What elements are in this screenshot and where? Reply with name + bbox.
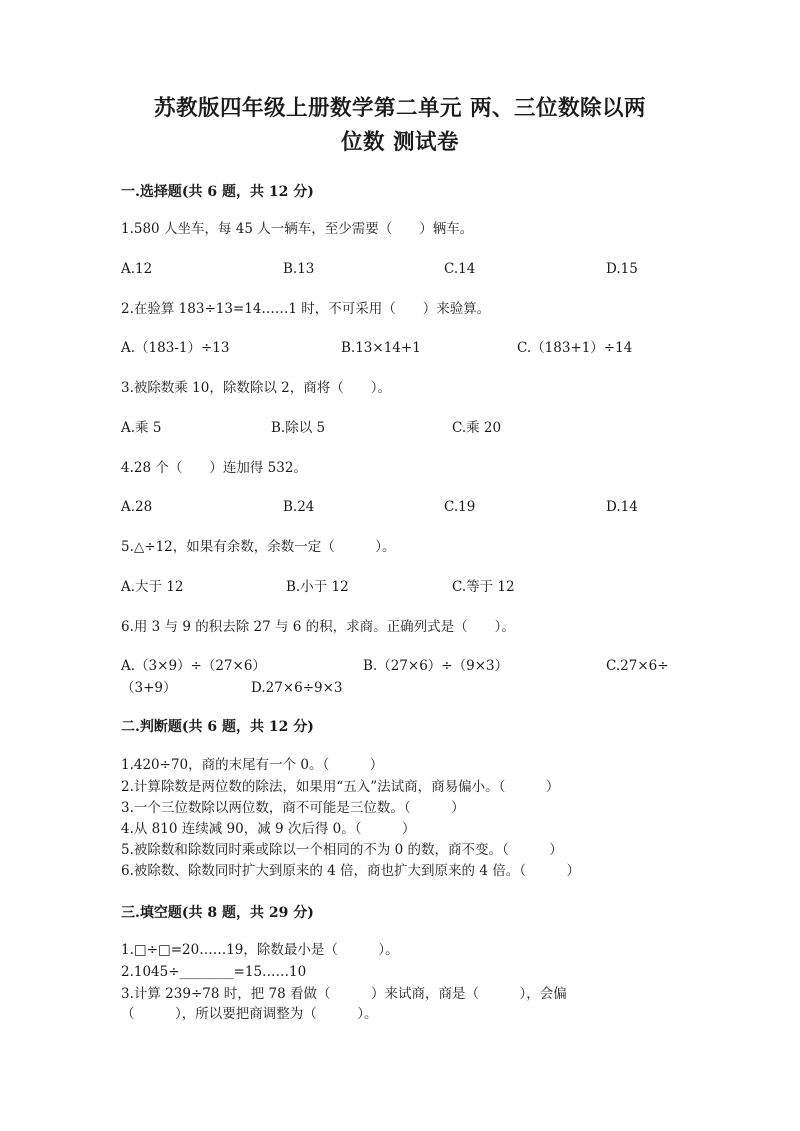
section-heading-judgement: 二.判断题(共 6 题，共 12 分): [121, 719, 314, 735]
option-c: C.等于 12: [452, 579, 515, 595]
option-b: B.24: [283, 499, 315, 515]
list-item: 4.从 810 连续减 90，减 9 次后得 0。（ ）: [121, 821, 416, 837]
option-b: B.（27×6）÷（9×3）: [363, 658, 509, 674]
option-a: A.（3×9）÷（27×6）: [121, 658, 266, 674]
question-text: 6.用 3 与 9 的积去除 27 与 6 的积，求商。正确列式是（ ）。: [121, 619, 515, 635]
question-text: 3.被除数乘 10，除数除以 2，商将（ ）。: [121, 380, 391, 396]
list-item-continued: （ ），所以要把商调整为（ ）。: [121, 1006, 378, 1022]
list-item: 6.被除数、除数同时扩大到原来的 4 倍，商也扩大到原来的 4 倍。（ ）: [121, 863, 580, 879]
option-d: D.15: [606, 261, 638, 277]
option-b: B.小于 12: [286, 579, 349, 595]
option-d: D.14: [606, 499, 638, 515]
title-line-1: 苏教版四年级上册数学第二单元 两、三位数除以两: [154, 96, 646, 121]
list-item: 2.计算除数是两位数的除法，如果用“五入”法试商，商易偏小。（ ）: [121, 779, 560, 795]
question-text: 2.在验算 183÷13=14……1 时，不可采用（ ）来验算。: [121, 301, 491, 317]
option-b: B.除以 5: [271, 420, 326, 436]
option-c: C.14: [444, 261, 476, 277]
option-d: D.27×6÷9×3: [251, 680, 343, 696]
question-text: 4.28 个（ ）连加得 532。: [121, 460, 307, 476]
section-heading-choice: 一.选择题(共 6 题，共 12 分): [121, 184, 314, 200]
list-item: 1.□÷□=20……19，除数最小是（ ）。: [121, 942, 399, 958]
option-b: B.13×14+1: [341, 340, 421, 356]
list-item: 1.420÷70，商的末尾有一个 0。（ ）: [121, 757, 384, 773]
list-item: 3.计算 239÷78 时，把 78 看做（ ）来试商，商是（ ），会偏: [121, 986, 567, 1002]
list-item: 5.被除数和除数同时乘或除以一个相同的不为 0 的数，商不变。（ ）: [121, 842, 563, 858]
section-heading-fill-in: 三.填空题(共 8 题，共 29 分): [121, 905, 314, 921]
question-text: 5.△÷12，如果有余数，余数一定（ ）。: [121, 539, 396, 555]
question-text: 1.580 人坐车，每 45 人一辆车，至少需要（ ）辆车。: [121, 221, 474, 237]
option-a: A.（183-1）÷13: [121, 340, 230, 356]
option-c: C.（183+1）÷14: [517, 340, 633, 356]
list-item: 3.一个三位数除以两位数，商不可能是三位数。（ ）: [121, 800, 465, 816]
option-a: A.大于 12: [121, 579, 184, 595]
option-a: A.乘 5: [121, 420, 162, 436]
option-c: C.19: [444, 499, 476, 515]
list-item: 2.1045÷________=15……10: [121, 964, 307, 980]
option-a: A.28: [121, 499, 153, 515]
option-c: C.乘 20: [452, 420, 502, 436]
option-a: A.12: [121, 261, 153, 277]
option-c-continued: （3+9）: [121, 680, 177, 696]
title-line-2: 位数 测试卷: [341, 130, 459, 155]
option-c: C.27×6÷: [606, 658, 669, 674]
option-b: B.13: [283, 261, 315, 277]
